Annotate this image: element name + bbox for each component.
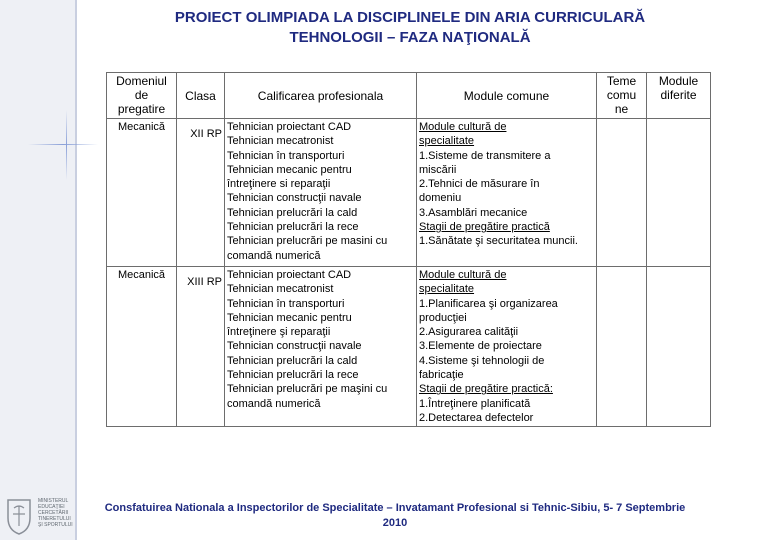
- footer-line-1: Consfatuirea Nationala a Inspectorilor de Specialitate – Invatamant Profesional si Tehnic-Sibiu, 5- 7 Septembrie: [104, 502, 686, 514]
- list-item: 1.Planificarea şi organizarea: [419, 297, 558, 310]
- section-heading: Stagii de pregătire practică:: [419, 383, 553, 396]
- header-row: [107, 73, 711, 119]
- list-item: 1.Sănătate şi securitatea muncii.: [419, 235, 578, 248]
- list-item: fabricaţie: [419, 369, 464, 382]
- list-item: Tehnician construcţii navale: [227, 192, 362, 205]
- list-item: comandă numerică: [227, 249, 321, 262]
- list-item: 1.Întreţinere planificată: [419, 397, 531, 410]
- list-item: Tehnician prelucrări pe maşini cu: [227, 383, 388, 396]
- list-item: 1.Sisteme de transmitere a: [419, 149, 551, 162]
- list-item: Tehnician prelucrări la rece: [227, 369, 359, 382]
- list-item: miscării: [419, 163, 457, 176]
- footer-caption: [80, 501, 710, 531]
- list-item: 4.Sisteme şi tehnologii de: [419, 354, 545, 367]
- cell-clasa: XIII RP: [177, 267, 225, 427]
- list-item: domeniu: [419, 192, 462, 205]
- table-row: [107, 267, 711, 427]
- cell-domeniu: Mecanică: [107, 267, 177, 427]
- curriculum-table: [106, 72, 711, 427]
- left-decor-panel: [0, 0, 75, 540]
- cell-domeniu: Mecanică: [107, 119, 177, 267]
- list-item: 3.Elemente de proiectare: [419, 340, 542, 353]
- ministry-logo: [4, 496, 82, 540]
- list-item: Tehnician prelucrări pe masini cu: [227, 235, 388, 248]
- slide-title: [80, 8, 740, 48]
- section-heading: Module cultură de: [419, 269, 507, 281]
- list-item: comandă numerică: [227, 397, 321, 410]
- list-item: Tehnician prelucrări la rece: [227, 221, 359, 234]
- list-item: Tehnician proiectant CAD: [227, 269, 352, 281]
- cell-module-diferite: [647, 119, 711, 267]
- list-item: 3.Asamblări mecanice: [419, 206, 528, 219]
- title-line-1: PROIECT OLIMPIADA LA DISCIPLINELE DIN ARIA CURRICULARĂ: [174, 9, 646, 26]
- header-teme-comune: Teme comu ne: [597, 73, 647, 119]
- cell-module-diferite: [647, 267, 711, 427]
- cell-module-comune: [417, 119, 597, 267]
- section-heading: Stagii de pregătire practică: [419, 221, 550, 234]
- logo-caption: MINISTERUL EDUCAŢIEI CERCETĂRII TINERETULUI ŞI SPORTULUI: [38, 498, 73, 528]
- list-item: Tehnician mecanic pentru: [227, 311, 352, 324]
- list-item: 2.Detectarea defectelor: [419, 411, 534, 424]
- section-heading: specialitate: [419, 135, 475, 148]
- list-item: Tehnician prelucrări la cald: [227, 206, 358, 219]
- cell-calificari: [225, 267, 417, 427]
- section-heading: specialitate: [419, 283, 475, 296]
- list-item: Tehnician mecanic pentru: [227, 163, 352, 176]
- cell-calificari: [225, 119, 417, 267]
- list-item: 2.Asigurarea calităţii: [419, 326, 519, 339]
- list-item: întreţinere şi reparaţii: [227, 326, 331, 339]
- sparkle-vertical: [66, 110, 67, 180]
- cell-teme-comune: [597, 119, 647, 267]
- list-item: Tehnician mecatronist: [227, 283, 334, 296]
- list-item: 2.Tehnici de măsurare în: [419, 178, 540, 191]
- header-calificarea: Calificarea profesionala: [225, 73, 417, 119]
- table-row: [107, 119, 711, 267]
- cell-clasa: XII RP: [177, 119, 225, 267]
- cell-module-comune: [417, 267, 597, 427]
- list-item: Tehnician construcţii navale: [227, 340, 362, 353]
- header-domeniul: Domeniul de pregatire: [107, 73, 177, 119]
- sparkle-horizontal: [28, 144, 98, 145]
- header-clasa: Clasa: [177, 73, 225, 119]
- header-module-comune: Module comune: [417, 73, 597, 119]
- title-line-2: TEHNOLOGII – FAZA NAŢIONALĂ: [289, 29, 531, 46]
- left-decor-line: [75, 0, 77, 540]
- section-heading: Module cultură de: [419, 121, 507, 133]
- list-item: Tehnician în transporturi: [227, 297, 345, 310]
- list-item: Tehnician în transporturi: [227, 149, 345, 162]
- list-item: întreţinere si reparaţii: [227, 178, 331, 191]
- list-item: Tehnician proiectant CAD: [227, 121, 352, 133]
- coat-of-arms-icon: [4, 496, 34, 536]
- list-item: Tehnician mecatronist: [227, 135, 334, 148]
- header-module-diferite: Module diferite: [647, 73, 711, 119]
- list-item: producţiei: [419, 311, 467, 324]
- cell-teme-comune: [597, 267, 647, 427]
- footer-line-2: 2010: [382, 517, 408, 529]
- list-item: Tehnician prelucrări la cald: [227, 354, 358, 367]
